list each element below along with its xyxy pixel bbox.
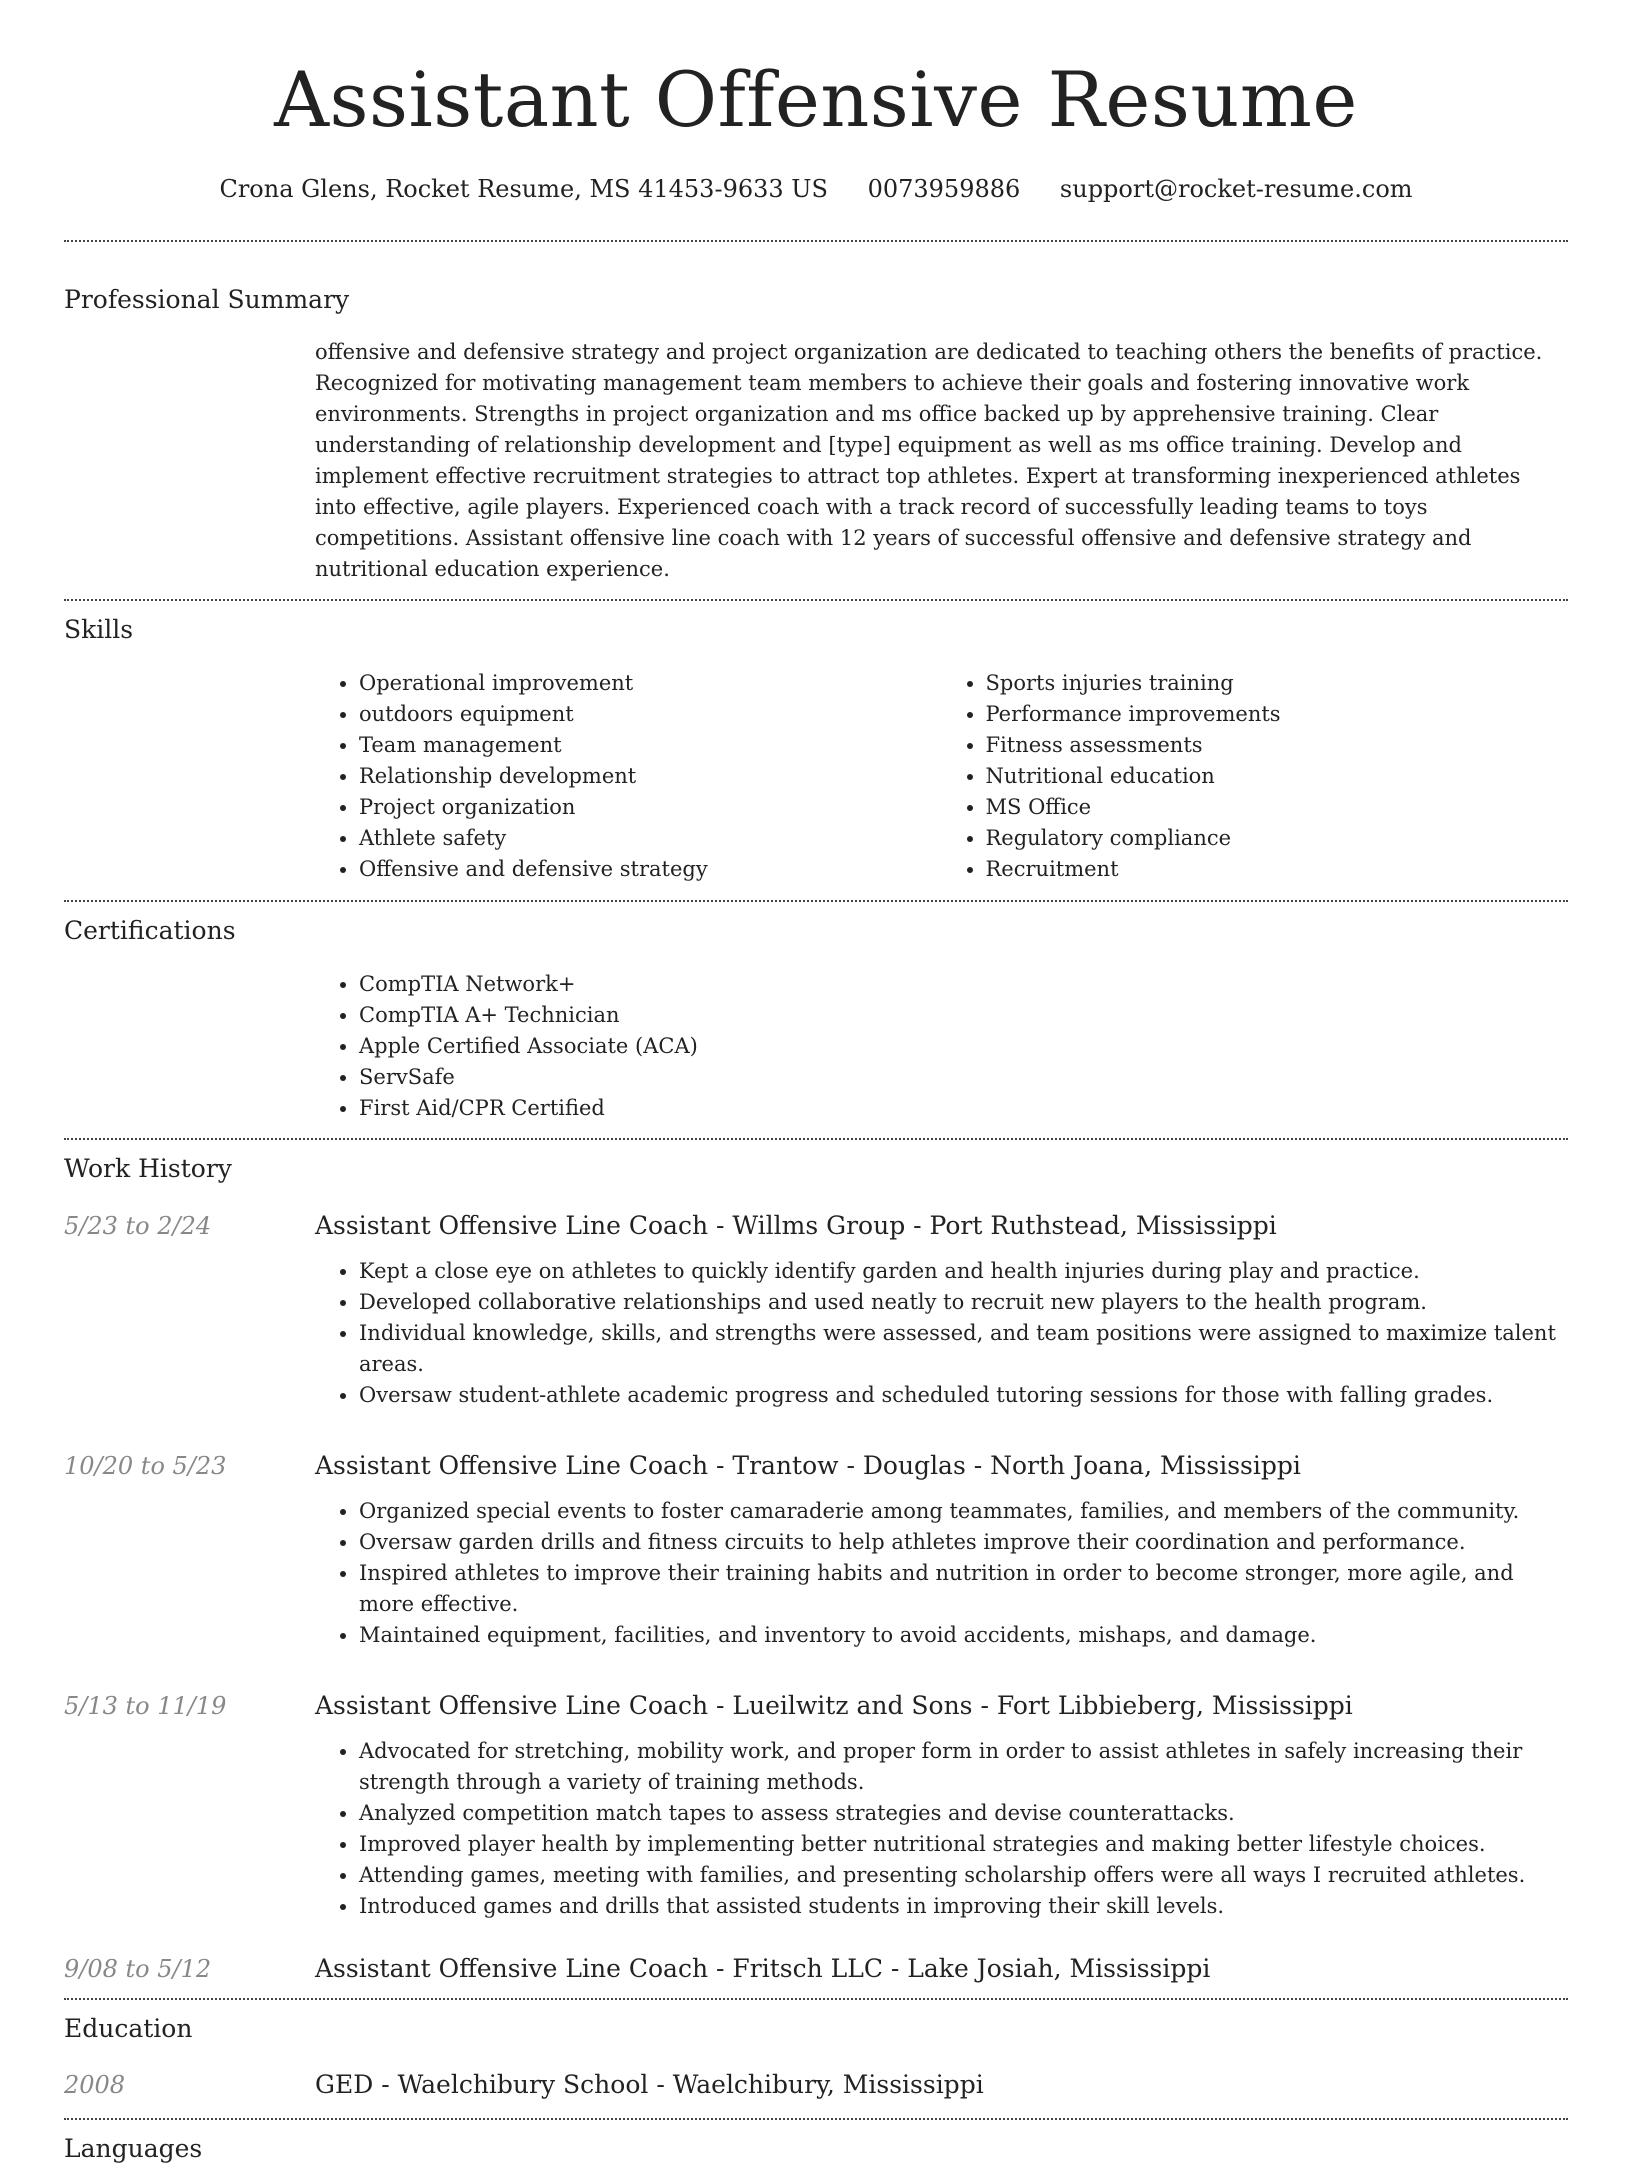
job-title: Assistant Offensive Line Coach - Trantow - Douglas - North Joana, Mississippi: [315, 1451, 1301, 1480]
skills-list-right: [942, 668, 1569, 885]
skills-list-left: [315, 668, 942, 885]
job-bullet: • Developed collaborative relationships and used neatly to recruit new players to the health program.: [359, 1287, 1568, 1318]
job-bullet: • Individual knowledge, skills, and strengths were assessed, and team positions were assigned to maximize talent areas.: [359, 1318, 1568, 1380]
work-history-heading: Work History: [64, 1154, 232, 1183]
skill-item: • Regulatory compliance: [986, 823, 1569, 854]
job-bullet: • Improved player health by implementing better nutritional strategies and making better lifestyle choices.: [359, 1829, 1568, 1860]
job-title: Assistant Offensive Line Coach - Willms Group - Port Ruthstead, Mississippi: [315, 1211, 1277, 1240]
job-dates: 10/20 to 5/23: [64, 1452, 227, 1480]
job-bullet: • Oversaw garden drills and fitness circuits to help athletes improve their coordination and performance.: [359, 1527, 1568, 1558]
skills-heading: Skills: [64, 615, 134, 644]
job-bullet: • Attending games, meeting with families, and presenting scholarship offers were all ways I recruited athletes.: [359, 1860, 1568, 1891]
job-bullet: • Analyzed competition match tapes to assess strategies and devise counterattacks.: [359, 1798, 1568, 1829]
skill-item: • Fitness assessments: [986, 730, 1569, 761]
certification-item: • First Aid/CPR Certified: [359, 1093, 1568, 1124]
resume-content: [64, 240, 1568, 2166]
contact-email: support@rocket-resume.com: [1059, 175, 1413, 203]
resume-title: Assistant Offensive Resume: [274, 55, 1358, 144]
job-bullet: • Kept a close eye on athletes to quickly identify garden and health injuries during play and practice.: [359, 1256, 1568, 1287]
skill-item: • Sports injuries training: [986, 668, 1569, 699]
skill-item: • Relationship development: [359, 761, 942, 792]
certification-item: • CompTIA A+ Technician: [359, 1000, 1568, 1031]
skill-item: • Project organization: [359, 792, 942, 823]
job-bullet: • Introduced games and drills that assisted students in improving their skill levels.: [359, 1891, 1568, 1922]
certifications-body: [315, 969, 1568, 1124]
skills-columns: [315, 668, 1568, 885]
job-dates: 9/08 to 5/12: [64, 1955, 212, 1983]
contact-address: Crona Glens, Rocket Resume, MS 41453-9633 US: [219, 175, 828, 203]
section-divider: [64, 2118, 1568, 2120]
education-title: GED - Waelchibury School - Waelchibury, Mississippi: [315, 2070, 984, 2099]
section-divider: [64, 240, 1568, 242]
contact-line: [0, 172, 1632, 206]
job-dates: 5/13 to 11/19: [64, 1692, 227, 1720]
section-divider: [64, 1138, 1568, 1140]
skill-item: • Recruitment: [986, 854, 1569, 885]
certifications-heading: Certifications: [64, 916, 236, 945]
skill-item: • Performance improvements: [986, 699, 1569, 730]
skill-item: • Offensive and defensive strategy: [359, 854, 942, 885]
job-bullets: [315, 1736, 1568, 1922]
skill-item: • MS Office: [986, 792, 1569, 823]
section-divider: [64, 599, 1568, 601]
summary-heading: Professional Summary: [64, 285, 350, 314]
education-entry: [64, 2068, 1568, 2102]
job-bullet: • Oversaw student-athlete academic progress and scheduled tutoring sessions for those with falling grades.: [359, 1380, 1568, 1411]
skill-item: • Athlete safety: [359, 823, 942, 854]
education-heading: Education: [64, 2014, 193, 2043]
section-divider: [64, 1998, 1568, 2000]
job-entry: [64, 1952, 1568, 1986]
job-bullets: [315, 1256, 1568, 1411]
job-entry: [64, 1689, 1568, 1922]
job-bullet: • Inspired athletes to improve their training habits and nutrition in order to become stronger, more agile, and more effective.: [359, 1558, 1568, 1620]
job-bullets: [315, 1496, 1568, 1651]
job-bullet: • Organized special events to foster camaraderie among teammates, families, and members of the community.: [359, 1496, 1568, 1527]
certification-item: • ServSafe: [359, 1062, 1568, 1093]
certification-item: • Apple Certified Associate (ACA): [359, 1031, 1568, 1062]
job-bullet: • Advocated for stretching, mobility work, and proper form in order to assist athletes in safely increasing their strength through a variety of training methods.: [359, 1736, 1568, 1798]
contact-phone: 0073959886: [867, 175, 1021, 203]
certification-item: • CompTIA Network+: [359, 969, 1568, 1000]
section-divider: [64, 900, 1568, 902]
summary-text: offensive and defensive strategy and project organization are dedicated to teaching others the benefits of practice. Recognized for motivating management team members to achieve their goals and fostering innovative work environments. Strengths in project organization and ms office backed up by apprehensive training. Clear understanding of relationship development and [type] equipment as well as ms office training. Develop and implement effective recruitment strategies to attract top athletes. Expert at transforming inexperienced athletes into effective, agile players. Experienced coach with a track record of successfully leading teams to toys competitions. Assistant offensive line coach with 12 years of successful offensive and defensive strategy and nutritional education experience.: [315, 340, 1543, 581]
job-dates: 5/23 to 2/24: [64, 1212, 212, 1240]
job-entry: [64, 1449, 1568, 1651]
education-dates: 2008: [64, 2071, 126, 2099]
job-bullet: • Maintained equipment, facilities, and inventory to avoid accidents, mishaps, and damage.: [359, 1620, 1568, 1651]
job-title: Assistant Offensive Line Coach - Fritsch LLC - Lake Josiah, Mississippi: [315, 1954, 1211, 1983]
skill-item: • outdoors equipment: [359, 699, 942, 730]
skill-item: • Nutritional education: [986, 761, 1569, 792]
certifications-list: [315, 969, 1568, 1124]
job-title: Assistant Offensive Line Coach - Lueilwitz and Sons - Fort Libbieberg, Mississippi: [315, 1691, 1353, 1720]
job-entry: [64, 1209, 1568, 1411]
languages-heading: Languages: [64, 2134, 203, 2163]
skill-item: • Operational improvement: [359, 668, 942, 699]
skill-item: • Team management: [359, 730, 942, 761]
